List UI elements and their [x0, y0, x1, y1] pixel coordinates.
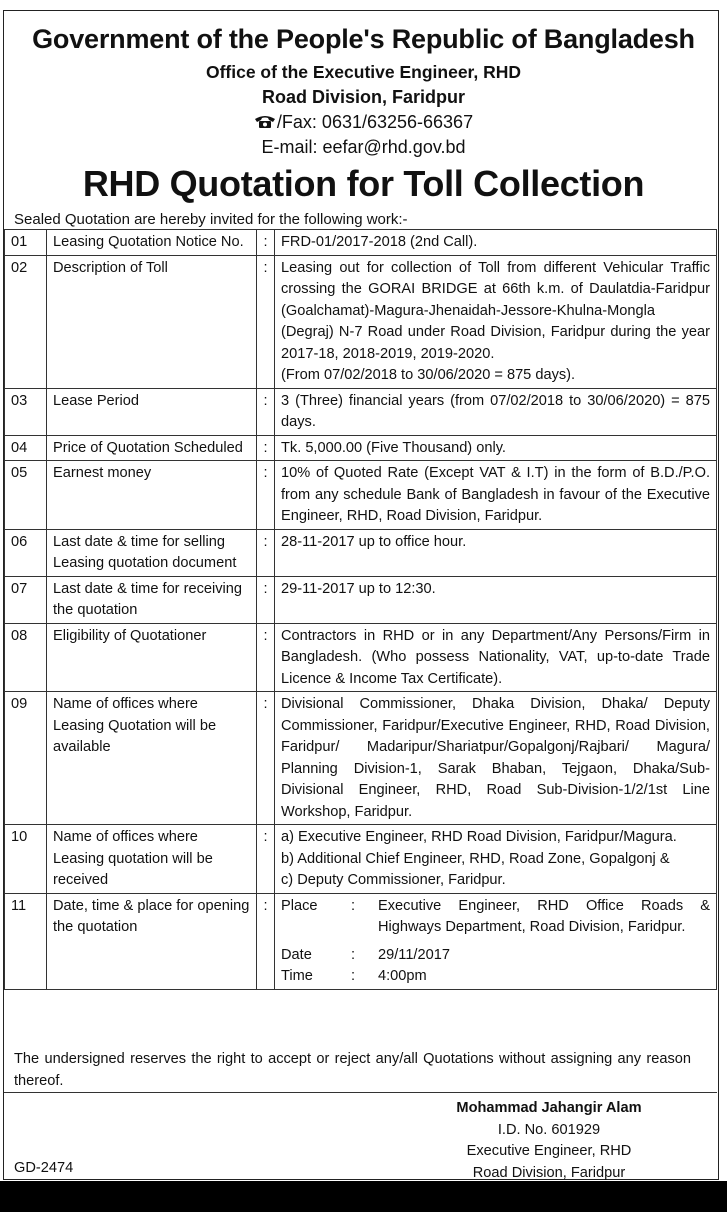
row-value: Divisional Commissioner, Dhaka Division, Dhaka/ Deputy Commissioner, Faridpur/Executive Engineer, RHD, Road Division, Faridpur/ Madaripur/Shariatpur/Gopalgonj/Rajbari/ Magura/ Planning Division-1, Sarak Bhaban, Tejgaon, Dhaka/Sub-Divisional Engineer, RHD, Road Sub-Division-1/2/1st Line Workshop, Faridpur.: [275, 692, 717, 825]
office-heading: Office of the Executive Engineer, RHD: [205, 62, 522, 82]
document-title: RHD Quotation for Toll Collection: [82, 163, 645, 204]
telephone-icon: [254, 114, 276, 129]
row-number: 10: [5, 825, 47, 894]
table-row: [5, 825, 717, 894]
receiving-office-c: c) Deputy Commissioner, Faridpur.: [281, 872, 506, 888]
row-label: Name of offices where Leasing quotation will be received: [47, 825, 257, 894]
division-heading: Road Division, Faridpur: [261, 87, 466, 107]
email-line: E-mail: eefar@rhd.gov.bd: [261, 137, 466, 157]
table-row: [5, 435, 717, 461]
row-number: 01: [5, 230, 47, 256]
row-value: FRD-01/2017-2018 (2nd Call).: [275, 230, 717, 256]
row-colon: :: [257, 893, 275, 989]
row-colon: :: [257, 623, 275, 692]
signatory-name: Mohammad Jahangir Alam: [456, 1100, 642, 1116]
row-colon: :: [257, 692, 275, 825]
table-row: [5, 230, 717, 256]
signatory-designation: Executive Engineer, RHD: [466, 1143, 632, 1159]
row-value: 3 (Three) financial years (from 07/02/2018 to 30/06/2020) = 875 days.: [275, 388, 717, 435]
row-label: Description of Toll: [47, 255, 257, 388]
date-colon: :: [351, 946, 356, 963]
place-colon: :: [351, 897, 356, 914]
time-value: 4:00pm: [378, 968, 427, 984]
signature-block: [444, 1098, 654, 1184]
row-label: Earnest money: [47, 461, 257, 530]
fax-line: [0, 112, 727, 133]
row-value: 29-11-2017 up to 12:30.: [275, 576, 717, 623]
row-colon: :: [257, 255, 275, 388]
date-key: Date: [281, 946, 312, 963]
row-colon: :: [257, 461, 275, 530]
fax-text: /Fax: 0631/63256-66367: [276, 112, 474, 132]
row-colon: :: [257, 230, 275, 256]
time-colon: :: [351, 968, 356, 984]
intro-text: Sealed Quotation are hereby invited for the following work:-: [14, 211, 408, 228]
table-row: [5, 623, 717, 692]
time-key: Time: [281, 968, 313, 984]
date-value: 29/11/2017: [378, 946, 450, 963]
row-number: 05: [5, 461, 47, 530]
row-colon: :: [257, 435, 275, 461]
opening-time: [281, 966, 710, 988]
row-value: Tk. 5,000.00 (Five Thousand) only.: [275, 435, 717, 461]
row-colon: :: [257, 388, 275, 435]
row-number: 06: [5, 529, 47, 576]
row-number: 11: [5, 893, 47, 989]
row-value: 28-11-2017 up to office hour.: [275, 529, 717, 576]
receiving-office-b: b) Additional Chief Engineer, RHD, Road Zone, Gopalgonj &: [281, 850, 670, 867]
row-number: 02: [5, 255, 47, 388]
row-label: Lease Period: [47, 388, 257, 435]
row-colon: :: [257, 529, 275, 576]
government-heading: Government of the People's Republic of Bangladesh: [32, 24, 695, 54]
row-number: 03: [5, 388, 47, 435]
place-value: Executive Engineer, RHD Office Roads & Highways Department, Road Division, Faridpur.: [378, 897, 710, 935]
row-label: Eligibility of Quotationer: [47, 623, 257, 692]
gd-number: GD-2474: [14, 1160, 74, 1176]
table-row: [5, 388, 717, 435]
row-number: 09: [5, 692, 47, 825]
row-value: [275, 255, 717, 388]
row-colon: :: [257, 576, 275, 623]
table-row: [5, 529, 717, 576]
receiving-office-a: a) Executive Engineer, RHD Road Division, Faridpur/Magura.: [281, 829, 677, 845]
row-label: Name of offices where Leasing Quotation will be available: [47, 692, 257, 825]
row-number: 07: [5, 576, 47, 623]
row-colon: :: [257, 825, 275, 894]
table-row: [5, 255, 717, 388]
row-value: [275, 825, 717, 894]
table-row: [5, 461, 717, 530]
row-label: Leasing Quotation Notice No.: [47, 230, 257, 256]
row-label: Date, time & place for opening the quotation: [47, 893, 257, 989]
divider: [4, 1092, 717, 1093]
place-key: Place: [281, 897, 318, 914]
signatory-id: I.D. No. 601929: [497, 1121, 601, 1138]
row-number: 04: [5, 435, 47, 461]
opening-place: [281, 896, 710, 939]
row-label: Last date & time for receiving the quotation: [47, 576, 257, 623]
row-value: Contractors in RHD or in any Department/Any Persons/Firm in Bangladesh. (Who possess Nationality, VAT, up-to-date Trade Licence & Income Tax Certificate).: [275, 623, 717, 692]
row-label: Price of Quotation Scheduled: [47, 435, 257, 461]
row-number: 08: [5, 623, 47, 692]
bottom-black-bar: [0, 1181, 727, 1212]
opening-date: [281, 945, 710, 967]
quotation-table: [4, 229, 717, 990]
signatory-office: Road Division, Faridpur: [472, 1164, 626, 1181]
row-value: 10% of Quoted Rate (Except VAT & I.T) in the form of B.D./P.O. from any schedule Bank of Bangladesh in favour of the Executive Engineer, RHD, Road Division, Faridpur.: [275, 461, 717, 530]
table-row: [5, 576, 717, 623]
row-label: Last date & time for selling Leasing quotation document: [47, 529, 257, 576]
reservation-note: The undersigned reserves the right to accept or reject any/all Quotations without assigning any reason thereof.: [14, 1051, 691, 1089]
toll-period: (From 07/02/2018 to 30/06/2020 = 875 days).: [281, 367, 576, 383]
toll-description: Leasing out for collection of Toll from different Vehicular Traffic crossing the GORAI BRIDGE at 66th k.m. of Daulatdia-Faridpur (Goalchamat)-Magura-Jhenaidah-Jessore-Khulna-Mongla (Degraj) N-7 Road under Road Division, Faridpur during the year 2017-18, 2018-2019, 2019-2020.: [281, 259, 710, 362]
table-row: [5, 692, 717, 825]
table-row: [5, 893, 717, 989]
row-value: [275, 893, 717, 989]
